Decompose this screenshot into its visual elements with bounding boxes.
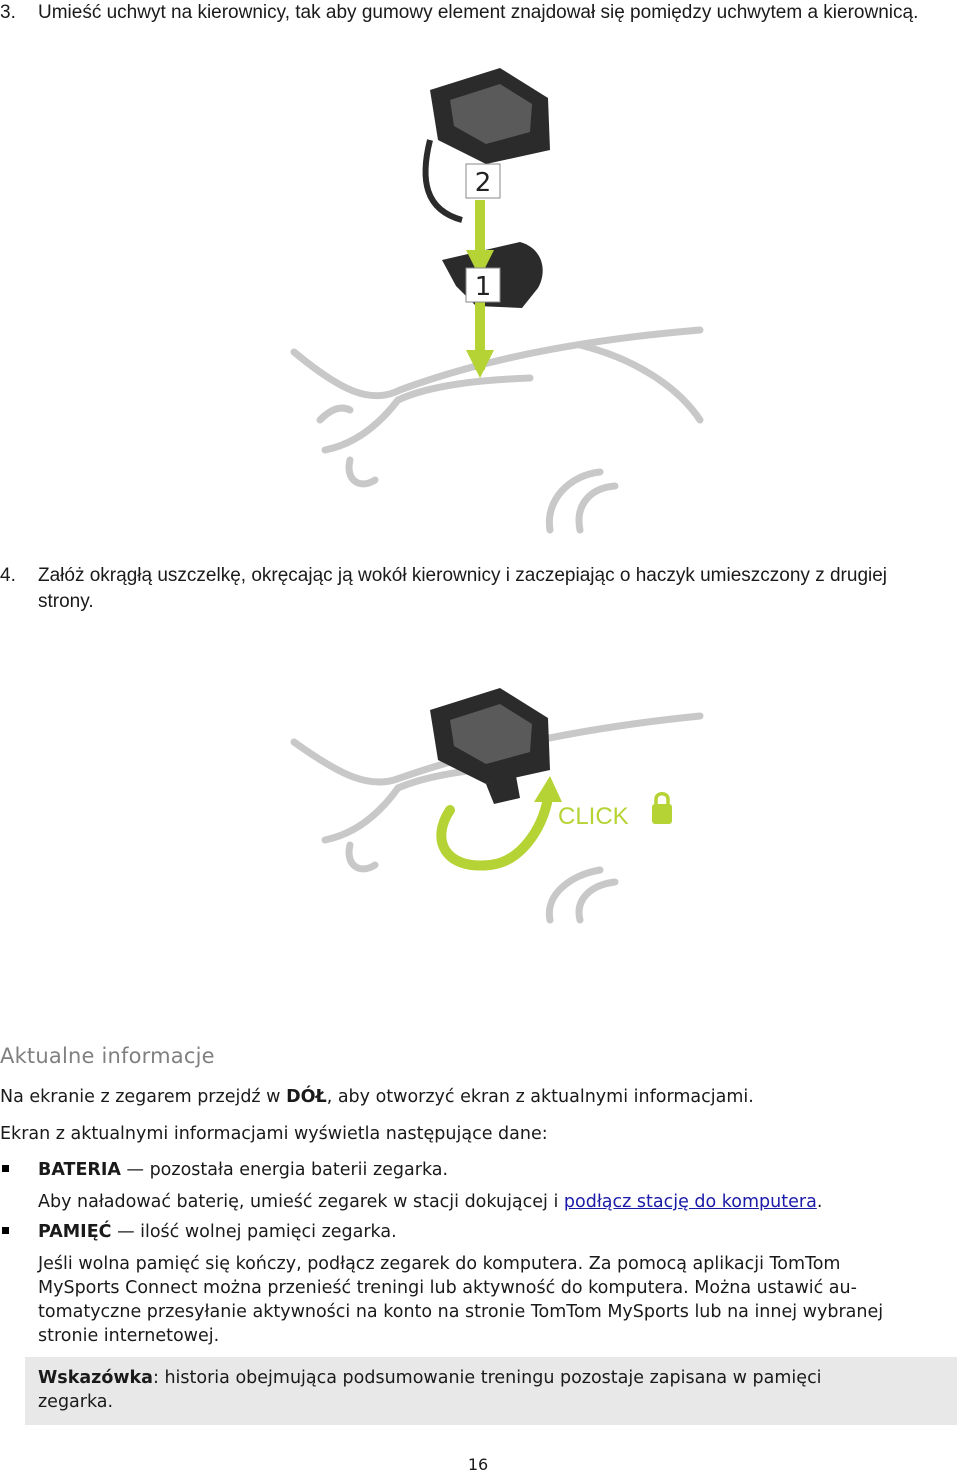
mount-click-illustration xyxy=(280,680,720,930)
battery-note xyxy=(38,1190,948,1214)
curved-arrow-head xyxy=(534,776,562,802)
paragraph-1 xyxy=(0,1085,960,1109)
text-span: — ilość wolnej pamięci zegarka. xyxy=(111,1222,397,1242)
label-1: 1 xyxy=(474,272,492,302)
clip-drawing xyxy=(430,688,550,804)
note-line: tomatyczne przesyłanie aktywności na konto na stronie TomTom MySports lub na innej wybranej xyxy=(38,1302,884,1322)
text-span: : xyxy=(153,1368,159,1388)
term-battery: BATERIA xyxy=(38,1160,121,1180)
tip-label: Wskazówka xyxy=(38,1368,153,1388)
tip-box xyxy=(25,1357,957,1425)
step-3 xyxy=(0,0,960,54)
note-line: MySports Connect można przenieść treningi lub aktywność do komputera. Można ustawić au- xyxy=(38,1278,857,1298)
bullet-memory xyxy=(38,1220,948,1244)
step-4 xyxy=(0,563,960,617)
curved-arrow xyxy=(441,798,548,866)
paragraph-2: Ekran z aktualnymi informacjami wyświetla następujące dane: xyxy=(0,1124,548,1144)
handlebar-drawing xyxy=(294,330,700,530)
text-span: Na ekranie z zegarem przejdź w xyxy=(0,1087,287,1107)
figure-mount-click xyxy=(280,680,720,930)
term-memory: PAMIĘĆ xyxy=(38,1222,112,1242)
text-span: — pozostała energia baterii zegarka. xyxy=(120,1160,449,1180)
connect-dock-link[interactable]: podłącz stację do komputera xyxy=(563,1192,817,1212)
note-line: Jeśli wolna pamięć się kończy, podłącz zegarek do komputera. Za pomocą aplikacji TomTom xyxy=(38,1254,841,1274)
bullet-icon xyxy=(2,1227,9,1234)
bullet-battery xyxy=(38,1158,948,1182)
memory-note xyxy=(38,1252,953,1348)
text-span: Aby naładować baterię, umieść zegarek w stacji dokującej i xyxy=(38,1192,564,1212)
note-line: stronie internetowej. xyxy=(38,1326,220,1346)
click-label: CLICK xyxy=(558,803,629,830)
text-span: , aby otworzyć ekran z aktualnymi informacjami. xyxy=(326,1087,754,1107)
label-2: 2 xyxy=(474,168,492,198)
step-number: 4. xyxy=(0,565,16,586)
mount-illustration xyxy=(280,60,720,530)
text-bold: DÓŁ xyxy=(286,1087,327,1107)
text-span: . xyxy=(816,1192,823,1212)
step-text: Załóż okrągłą uszczelkę, okręcając ją wokół kierownicy i zaczepiając o haczyk umieszczony z drugiej strony. xyxy=(38,565,888,612)
step-text: Umieść uchwyt na kierownicy, tak aby gumowy element znajdował się pomiędzy uchwytem a kierownicą. xyxy=(38,2,919,23)
page-number: 16 xyxy=(467,1455,489,1474)
bullet-icon xyxy=(2,1165,9,1172)
section-title: Aktualne informacje xyxy=(0,1044,215,1068)
step-number: 3. xyxy=(0,2,16,23)
lock-icon xyxy=(652,794,672,824)
text-span: historia obejmująca podsumowanie treningu pozostaje zapisana w pamięci xyxy=(158,1368,822,1388)
tip-text xyxy=(38,1366,948,1414)
text-span: zegarka. xyxy=(38,1392,114,1412)
figure-mount-install xyxy=(280,60,720,530)
